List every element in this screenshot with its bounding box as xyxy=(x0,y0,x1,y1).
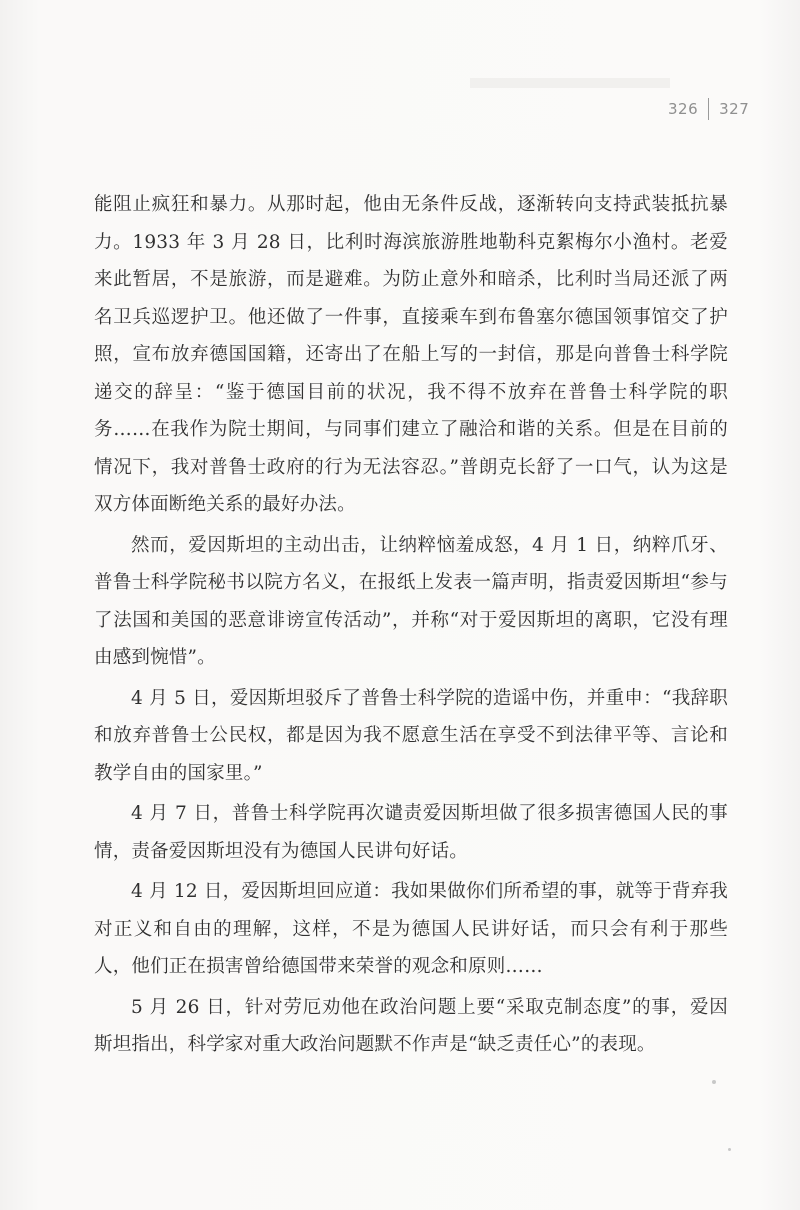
paragraph: 4 月 12 日，爱因斯坦回应道：我如果做你们所希望的事，就等于背弃我对正义和自由的理解，这样，不是为德国人民讲好话，而只会有利于那些人，他们正在损害曾给德国带来荣誉的观念和原则…… xyxy=(94,881,728,977)
paper-speck xyxy=(728,1148,731,1151)
paragraph: 然而，爱因斯坦的主动出击，让纳粹恼羞成怒，4 月 1 日，纳粹爪牙、普鲁士科学院秘书以院方名义，在报纸上发表一篇声明，指责爱因斯坦“参与了法国和美国的恶意诽谤宣传活动”，并称“对于爱因斯坦的离职，它没有理由感到惋惜”。 xyxy=(94,534,728,668)
page-number-right: 327 xyxy=(719,100,750,118)
body-text xyxy=(94,186,728,1064)
page-number-left: 326 xyxy=(668,100,699,118)
page-number-divider xyxy=(708,98,709,120)
paragraph: 4 月 7 日，普鲁士科学院再次谴责爱因斯坦做了很多损害德国人民的事情，责备爱因斯坦没有为德国人民讲句好话。 xyxy=(94,803,728,862)
paragraph: 5 月 26 日，针对劳厄劝他在政治问题上要“采取克制态度”的事，爱因斯坦指出，科学家对重大政治问题默不作声是“缺乏责任心”的表现。 xyxy=(94,996,728,1055)
running-header-bleed xyxy=(470,78,670,88)
paragraph: 4 月 5 日，爱因斯坦驳斥了普鲁士科学院的造谣中伤，并重申：“我辞职和放弃普鲁士公民权，都是因为我不愿意生活在享受不到法律平等、言论和教学自由的国家里。” xyxy=(94,687,728,784)
paragraph: 能阻止疯狂和暴力。从那时起，他由无条件反战，逐渐转向支持武装抵抗暴力。1933 年 3 月 28 日，比利时海滨旅游胜地勒科克絮梅尔小渔村。老爱来此暂居，不是旅游，而是避难。为防止意外和暗杀，比利时当局还派了两名卫兵巡逻护卫。他还做了一件事，直接乘车到布鲁塞尔德国领事馆交了护照，宣布放弃德国国籍，还寄出了在船上写的一封信，那是向普鲁士科学院递交的辞呈：“鉴于德国目前的状况，我不得不放弃在普鲁士科学院的职务……在我作为院士期间，与同事们建立了融洽和谐的关系。但是在目前的情况下，我对普鲁士政府的行为无法容忍。”普朗克长舒了一口气，认为这是双方体面断绝关系的最好办法。 xyxy=(94,194,728,515)
page-numbers xyxy=(668,98,749,120)
paper-speck xyxy=(712,1080,716,1084)
